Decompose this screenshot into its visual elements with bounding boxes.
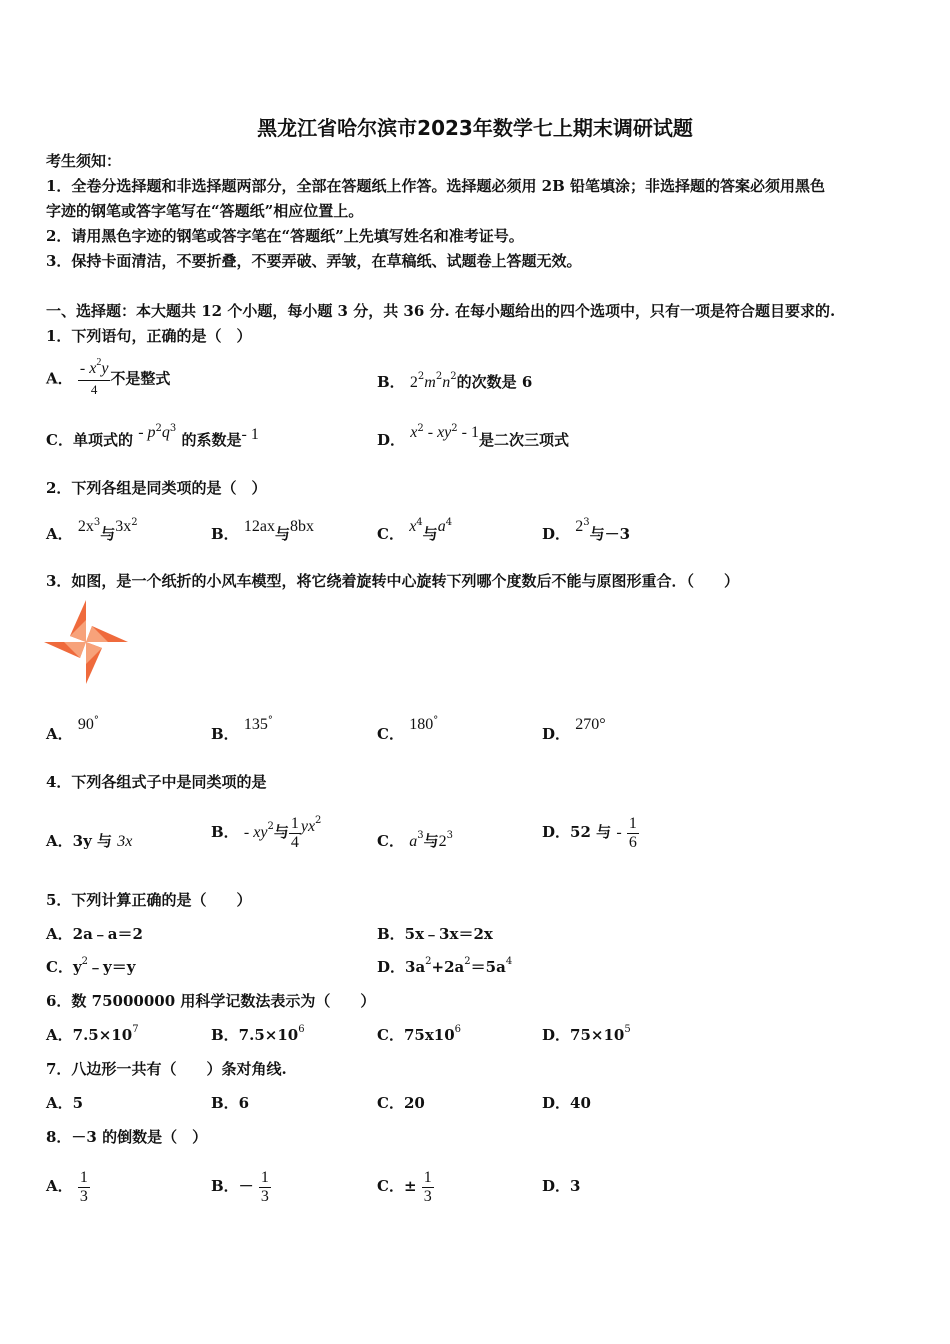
q3-option-b[interactable]: B． 135° (211, 715, 273, 743)
q6-option-d[interactable]: D．$75\times 10^5$ (542, 1024, 631, 1044)
q2-option-c[interactable]: C． $x^4$与$a^4$ (377, 517, 453, 543)
q8-option-a[interactable]: A． $\frac{1}{3}$ (46, 1168, 88, 1205)
q4-d-fraction: $\frac{1}{6}$ (628, 814, 637, 851)
pinwheel-image (40, 596, 132, 688)
q4-option-c[interactable]: C． $a^3$与$2^3$ (377, 830, 453, 850)
q7-option-d[interactable]: D．40 (542, 1094, 591, 1112)
q5-option-d[interactable]: D．$3a^2+2a^2=5a^4$ (377, 956, 513, 976)
q2-option-b[interactable]: B． 12ax与8bx (211, 518, 315, 543)
q8-b-fraction: $\frac{1}{3}$ (260, 1168, 269, 1205)
notice-line-1b: 字迹的钢笔或答字笔写在“答题纸”相应位置上。 (46, 202, 364, 220)
q4-option-a[interactable]: A．3y 与 3x (46, 832, 133, 850)
q7-option-a[interactable]: A．5 (46, 1094, 84, 1112)
q8-stem: 8．－3 的倒数是（ ） (46, 1128, 208, 1146)
q8-c-fraction: $\frac{1}{3}$ (423, 1168, 432, 1205)
q1-option-b[interactable]: B． $2^2m^2n^2$的次数是 6 (377, 371, 533, 391)
q4-option-b[interactable]: B． - $xy^2$与 $\frac{1}{4}$ $yx^2$ (211, 814, 322, 851)
q1-option-a[interactable] (46, 357, 171, 399)
q3-option-d[interactable]: D． 270° (542, 716, 606, 743)
q8-option-b[interactable]: B．－ $\frac{1}{3}$ (211, 1168, 269, 1205)
notice-line-1a: 1．全卷分选择题和非选择题两部分，全部在答题纸上作答。选择题必须用 2B 铅笔填涂；非选择题的答案必须用黑色 (46, 177, 826, 195)
q5-option-c[interactable]: C．$y^2﹣y=y$ (46, 956, 136, 976)
q6-stem: 6．数 75000000 用科学记数法表示为（ ） (46, 992, 376, 1010)
q5-option-b[interactable]: B．5x﹣3x＝2x (377, 925, 493, 943)
q5-stem: 5．下列计算正确的是（ ） (46, 891, 252, 909)
q2-option-d[interactable]: D． $2^3$与－3 (542, 517, 631, 543)
q2-stem: 2．下列各组是同类项的是（ ） (46, 479, 267, 497)
q2-option-a[interactable]: A． $2x^3$与$3x^2$ (46, 517, 138, 543)
q3-stem: 3．如图，是一个纸折的小风车模型，将它绕着旋转中心旋转下列哪个度数后不能与原图形重合．（ ） (46, 572, 739, 590)
section-heading: 一、选择题：本大题共 12 个小题，每小题 3 分，共 36 分. 在每小题给出的四个选项中，只有一项是符合题目要求的. (46, 302, 836, 320)
notice-heading: 考生须知： (46, 152, 122, 170)
notice-line-2: 2．请用黑色字迹的钢笔或答字笔在“答题纸”上先填写姓名和准考证号。 (46, 227, 524, 245)
q1-option-c[interactable]: C．单项式的 - $p^2q^3$ 的系数是- 1 (46, 423, 259, 449)
q3-option-c[interactable]: C． 180° (377, 715, 439, 743)
page-title: 黑龙江省哈尔滨市2023年数学七上期末调研试题 (257, 116, 693, 140)
q4-stem: 4．下列各组式子中是同类项的是 (46, 773, 267, 791)
q6-option-a[interactable]: A．$7.5\times 10^7$ (46, 1024, 139, 1044)
q4-option-d[interactable]: D．52 与 - $\frac{1}{6}$ (542, 814, 637, 851)
q6-option-b[interactable]: B．$7.5\times 10^6$ (211, 1024, 305, 1044)
q7-stem: 7．八边形一共有（ ）条对角线. (46, 1060, 287, 1078)
q1-stem: 1．下列语句，正确的是（ ） (46, 327, 252, 345)
q7-option-b[interactable]: B．6 (211, 1094, 250, 1112)
q3-option-a[interactable]: A． 90° (46, 715, 99, 743)
q6-option-c[interactable]: C．$75x10^6$ (377, 1024, 462, 1044)
q1-a-text: 不是整式 (110, 369, 171, 388)
q8-a-fraction: $\frac{1}{3}$ (79, 1168, 88, 1205)
q1-a-label: A． (46, 369, 73, 388)
q1-a-fraction: $\frac{- x^2y}{4}$ (79, 357, 109, 397)
q5-option-a[interactable]: A．2a﹣a＝2 (46, 925, 143, 943)
q8-option-d[interactable]: D．3 (542, 1177, 581, 1195)
q7-option-c[interactable]: C．20 (377, 1094, 425, 1112)
q8-option-c[interactable]: C．± $\frac{1}{3}$ (377, 1168, 432, 1205)
q4-b-fraction: $\frac{1}{4}$ (290, 814, 299, 851)
q1-option-d[interactable]: D． $x^2 - xy^2 - 1$是二次三项式 (377, 423, 569, 449)
notice-line-3: 3．保持卡面清洁，不要折叠，不要弄破、弄皱，在草稿纸、试题卷上答题无效。 (46, 252, 582, 270)
